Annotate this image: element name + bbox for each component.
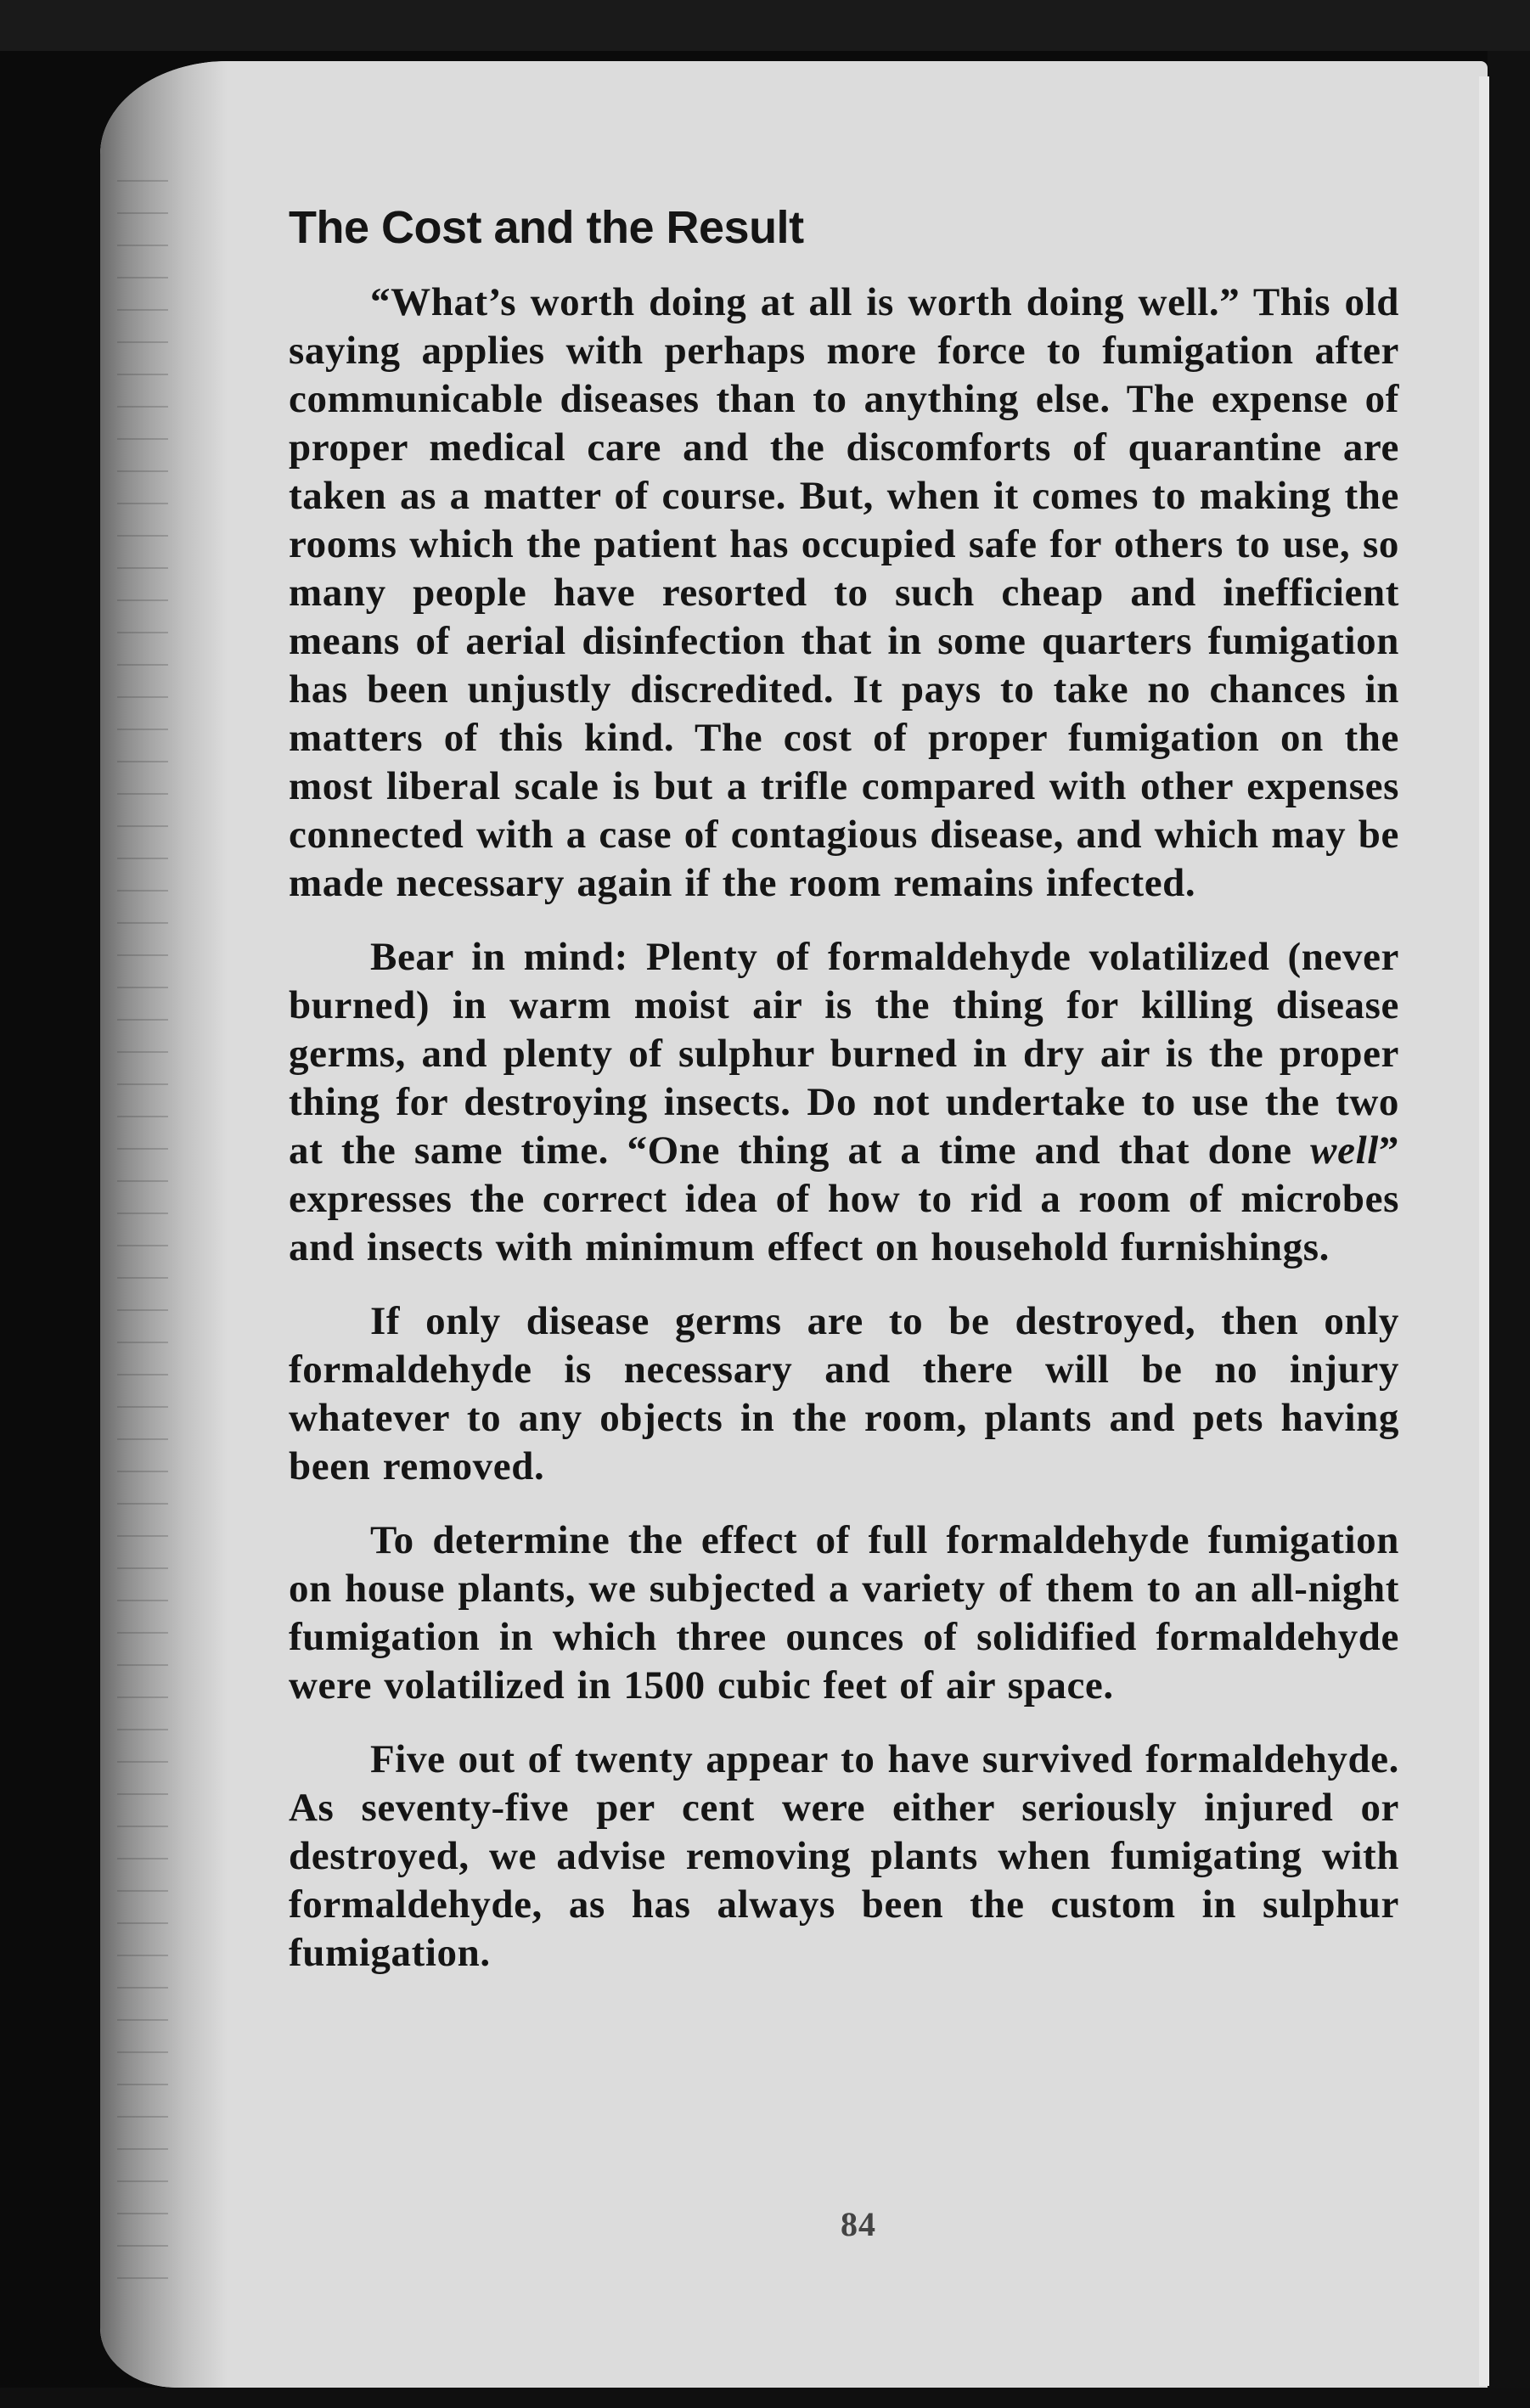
paragraph-bear-in-mind [289,933,1399,1272]
paragraph-bear-in-mind-text: Bear in mind: Plenty of formaldehyde volatilized (never burned) in warm moist air is the thing for killing disease germs, and plenty of sulphur burned in dry air is the proper thing for destroying insects. Do not undertake to use the two at the same time. [289,935,1399,1173]
scan-background-bottom [0,2388,1530,2408]
quote-emphasis: well [1310,1128,1379,1173]
page-number: 84 [841,2205,876,2243]
scan-background-top [0,0,1530,51]
quote-start: “One thing at a time and that done [627,1128,1311,1173]
page-title: The Cost and the Result [289,202,804,253]
paragraph-germs-only: If only disease germs are to be destroyed, then only formaldehyde is necessary and there will be no injury whatever to any objects in the room, plants and pets having been removed. [289,1299,1399,1488]
scan-background-right [1488,51,1530,2408]
paragraph-house-plants: To determine the effect of full formaldehyde fumigation on house plants, we subjected a variety of them to an all-night fumigation in which three ounces of solidified formaldehyde were volatilized in 1500 cubic feet of air space. [289,1518,1399,1708]
quote-end: ” expresses the correct idea of how to rid a room of microbes and insects with minimum effect on household furnishings. [289,1128,1399,1269]
page-content [289,202,1399,2003]
page-edge-line [1479,76,1489,2386]
gutter-page-edges [117,180,168,2303]
paragraph-cost: “What’s worth doing at all is worth doing well.” This old saying applies with perhaps more force to fumigation after communicable diseases than to anything else. The expense of proper medical care and the discomforts of quarantine are taken as a matter of course. But, when it comes to making the rooms which the patient has occupied safe for others to use, so many people have resorted to such cheap and inefficient means of aerial disinfection that in some quarters fumigation has been unjustly discredited. It pays to take no chances in matters of this kind. The cost of proper fumigation on the most liberal scale is but a trifle compared with other expenses connected with a case of contagious disease, and which may be made necessary again if the room remains infected. [289,280,1399,905]
paragraph-survival: Five out of twenty appear to have survived formaldehyde. As seventy-five per cent were either seriously injured or destroyed, we advise removing plants when fumigating with formaldehyde, as has always been the custom in sulphur fumigation. [289,1737,1399,1975]
